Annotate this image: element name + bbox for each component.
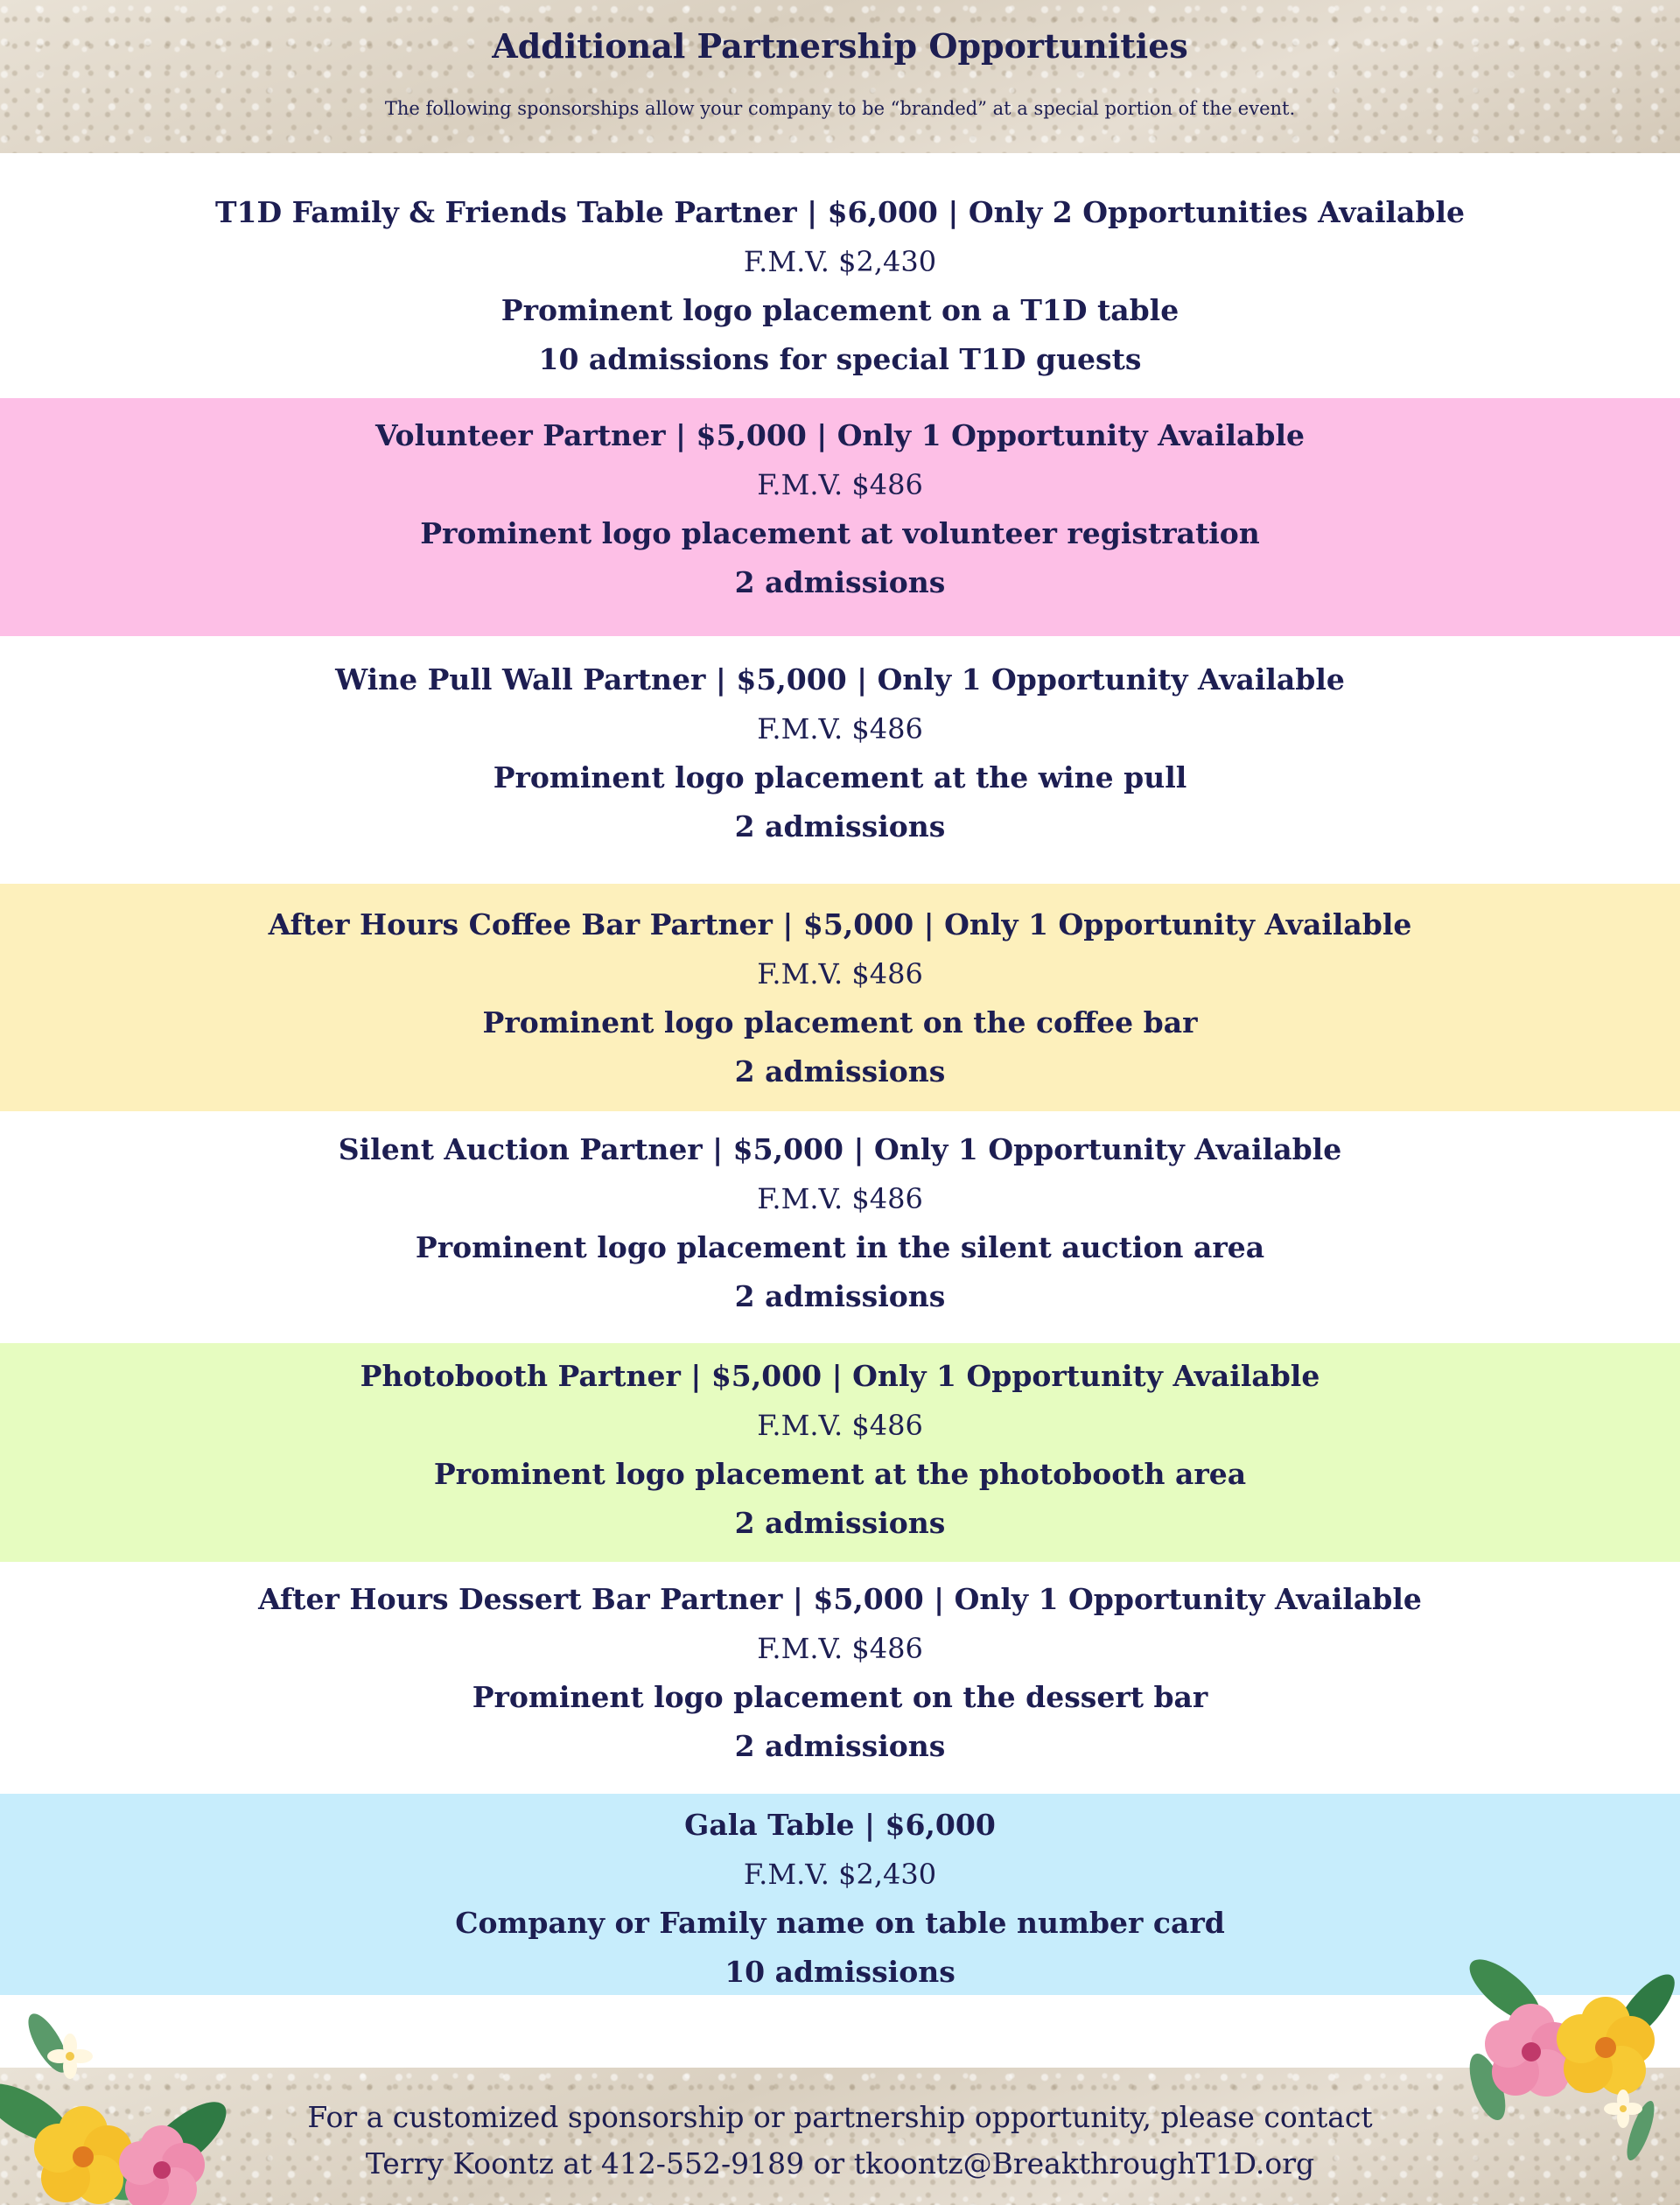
header-sand-background <box>0 0 1680 153</box>
sponsorship-t1d-family-friends <box>0 153 1680 398</box>
sponsorship-admissions: 2 admissions <box>734 809 946 844</box>
sponsorship-fmv: F.M.V. $486 <box>757 712 923 746</box>
sponsorship-admissions: 2 admissions <box>734 1729 946 1763</box>
sponsorship-fmv: F.M.V. $486 <box>757 1182 923 1215</box>
sponsorship-gala-table <box>0 1794 1680 1995</box>
sponsorship-benefit: Prominent logo placement on the dessert bar <box>472 1680 1208 1714</box>
sponsorship-title: T1D Family & Friends Table Partner | $6,000 | Only 2 Opportunities Available <box>214 195 1466 229</box>
sponsorship-benefit: Prominent logo placement in the silent auction area <box>415 1230 1265 1264</box>
sponsorship-admissions: 2 admissions <box>734 1506 946 1540</box>
sponsorship-benefit: Prominent logo placement on a T1D table <box>500 293 1180 327</box>
sponsorship-silent-auction <box>0 1111 1680 1343</box>
sponsorship-title: Silent Auction Partner | $5,000 | Only 1 Opportunity Available <box>338 1132 1342 1166</box>
sponsorship-benefit: Prominent logo placement at the wine pull <box>493 760 1187 794</box>
sponsorship-fmv: F.M.V. $2,430 <box>743 245 937 278</box>
sponsorship-title: Wine Pull Wall Partner | $5,000 | Only 1 Opportunity Available <box>335 662 1345 696</box>
sponsorship-fmv: F.M.V. $2,430 <box>743 1858 937 1891</box>
sponsorship-benefit: Prominent logo placement at volunteer registration <box>420 516 1260 550</box>
hibiscus-bouquet-left-icon <box>0 1991 236 2205</box>
sponsorship-coffee-bar <box>0 884 1680 1111</box>
sponsorship-admissions: 10 admissions <box>724 1955 956 1989</box>
sponsorship-benefit: Prominent logo placement at the photobooth area <box>433 1457 1247 1491</box>
sponsorship-admissions: 2 admissions <box>734 1279 946 1313</box>
footer-contact-line-2: Terry Koontz at 412-552-9189 or tkoontz@BreakthroughT1D.org <box>365 2146 1315 2180</box>
sponsorship-photobooth <box>0 1343 1680 1562</box>
sponsorship-admissions: 10 admissions for special T1D guests <box>538 342 1142 376</box>
page-subtitle: The following sponsorships allow your company to be “branded” at a special portion of the event. <box>384 98 1296 119</box>
sponsorship-fmv: F.M.V. $486 <box>757 1409 923 1442</box>
sponsorship-title: Photobooth Partner | $5,000 | Only 1 Opportunity Available <box>360 1359 1320 1393</box>
sponsorship-benefit: Prominent logo placement on the coffee bar <box>482 1005 1198 1040</box>
hibiscus-bouquet-right-icon <box>1452 1956 1680 2170</box>
sponsorship-volunteer <box>0 398 1680 636</box>
sponsorship-title: After Hours Coffee Bar Partner | $5,000 | Only 1 Opportunity Available <box>268 907 1412 942</box>
sponsorship-fmv: F.M.V. $486 <box>757 957 923 990</box>
sponsorship-fmv: F.M.V. $486 <box>757 468 923 501</box>
sponsorship-admissions: 2 admissions <box>734 1054 946 1088</box>
sponsorship-title: After Hours Dessert Bar Partner | $5,000 | Only 1 Opportunity Available <box>258 1582 1422 1616</box>
sponsorship-title: Volunteer Partner | $5,000 | Only 1 Opportunity Available <box>374 418 1306 452</box>
footer-contact-line-1: For a customized sponsorship or partnership opportunity, please contact <box>307 2100 1373 2134</box>
sponsorship-benefit: Company or Family name on table number card <box>455 1906 1225 1940</box>
sponsorship-dessert-bar <box>0 1562 1680 1794</box>
sponsorship-admissions: 2 admissions <box>734 565 946 599</box>
sponsorship-wine-pull-wall <box>0 636 1680 884</box>
sponsorship-title: Gala Table | $6,000 <box>684 1808 996 1842</box>
sponsorship-fmv: F.M.V. $486 <box>757 1632 923 1665</box>
page-title: Additional Partnership Opportunities <box>492 26 1188 66</box>
